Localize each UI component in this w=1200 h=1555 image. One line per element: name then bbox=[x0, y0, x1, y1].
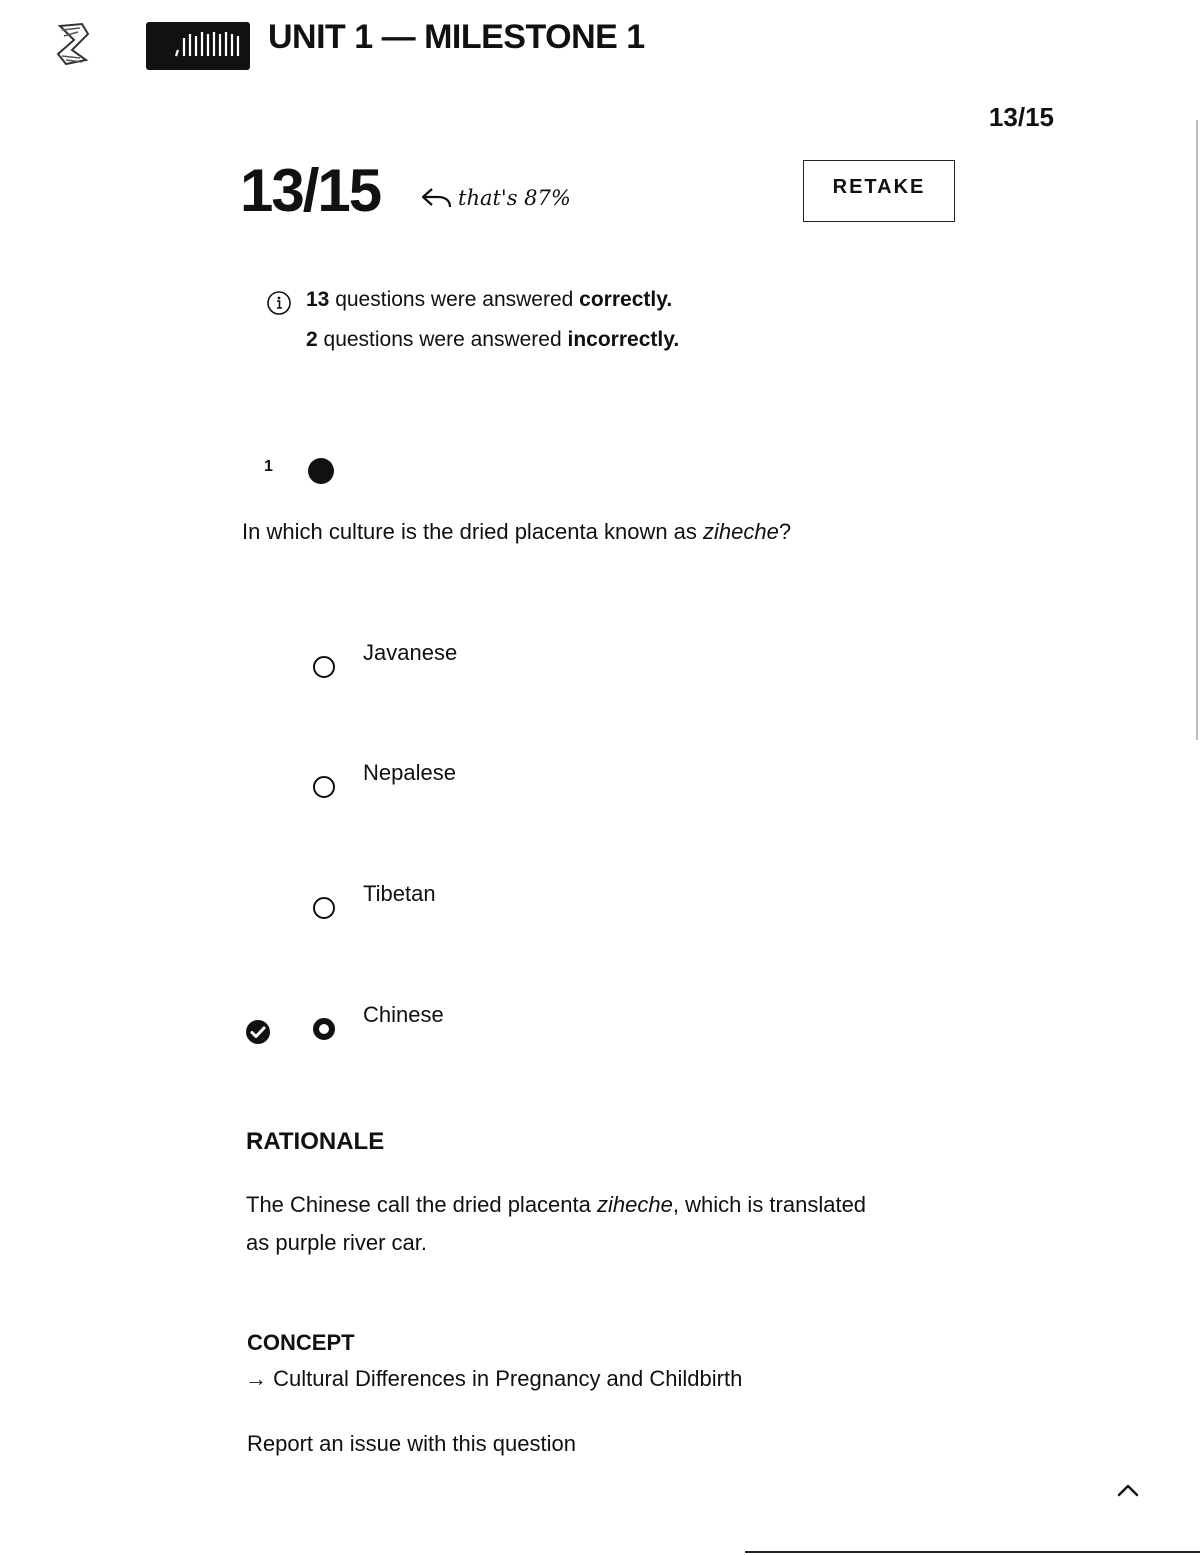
correct-count: 13 bbox=[306, 288, 330, 311]
divider bbox=[745, 1551, 1200, 1553]
answer-option[interactable] bbox=[310, 881, 810, 931]
summary-correct bbox=[306, 288, 672, 312]
rationale-heading: RATIONALE bbox=[246, 1128, 385, 1155]
retake-button-label: RETAKE bbox=[832, 175, 926, 198]
correct-word: correctly. bbox=[579, 288, 673, 311]
incorrect-count: 2 bbox=[306, 328, 318, 351]
question-status-dot bbox=[308, 458, 334, 484]
rationale-text-before: The Chinese call the dried placenta bbox=[246, 1192, 597, 1217]
answer-option[interactable] bbox=[310, 640, 810, 690]
radio-button[interactable] bbox=[313, 776, 335, 798]
answer-option-selected[interactable] bbox=[310, 1002, 810, 1052]
question-text-term: ziheche bbox=[703, 519, 779, 544]
logo-icon bbox=[52, 20, 94, 68]
scrollbar[interactable] bbox=[1196, 120, 1198, 740]
correct-text: questions were answered bbox=[329, 288, 580, 311]
arrow-right-icon: → bbox=[245, 1366, 267, 1391]
incorrect-word: incorrectly. bbox=[567, 328, 680, 351]
info-icon bbox=[266, 290, 292, 316]
report-issue-link[interactable]: Report an issue with this question bbox=[247, 1431, 576, 1456]
brand-logo bbox=[146, 22, 250, 70]
question-number: 1 bbox=[264, 458, 273, 475]
answer-option-label: Tibetan bbox=[363, 881, 436, 906]
concept-link-label: Cultural Differences in Pregnancy and Childbirth bbox=[273, 1366, 743, 1391]
answer-option-label: Javanese bbox=[363, 640, 458, 665]
score-value: 13/15 bbox=[240, 157, 381, 224]
radio-button[interactable] bbox=[313, 897, 335, 919]
page-title: UNIT 1 — MILESTONE 1 bbox=[268, 18, 645, 56]
answer-option-label: Chinese bbox=[363, 1002, 444, 1027]
concept-heading: CONCEPT bbox=[247, 1330, 355, 1355]
answer-option-label: Nepalese bbox=[363, 760, 456, 785]
question-text-after: ? bbox=[778, 519, 792, 544]
rationale-text-term: ziheche bbox=[597, 1192, 673, 1217]
rationale-text-after: , which is translated as purple river car. bbox=[246, 1192, 867, 1255]
question-text bbox=[242, 519, 791, 545]
score-percent-note: that's 87% bbox=[458, 186, 571, 210]
incorrect-text: questions were answered bbox=[317, 328, 568, 351]
rationale-text bbox=[246, 1186, 886, 1262]
question-text-before: In which culture is the dried placenta known as bbox=[242, 519, 704, 544]
chevron-up-icon[interactable] bbox=[1114, 1480, 1142, 1500]
score-corner: 13/15 bbox=[988, 102, 1054, 132]
radio-button[interactable] bbox=[313, 656, 335, 678]
return-arrow-icon bbox=[420, 184, 454, 210]
summary-incorrect bbox=[306, 328, 679, 352]
retake-button[interactable] bbox=[803, 160, 955, 222]
radio-button-selected[interactable] bbox=[313, 1018, 335, 1040]
check-circle-icon bbox=[245, 1019, 271, 1045]
concept-link[interactable] bbox=[245, 1366, 742, 1392]
answer-option[interactable] bbox=[310, 760, 810, 810]
